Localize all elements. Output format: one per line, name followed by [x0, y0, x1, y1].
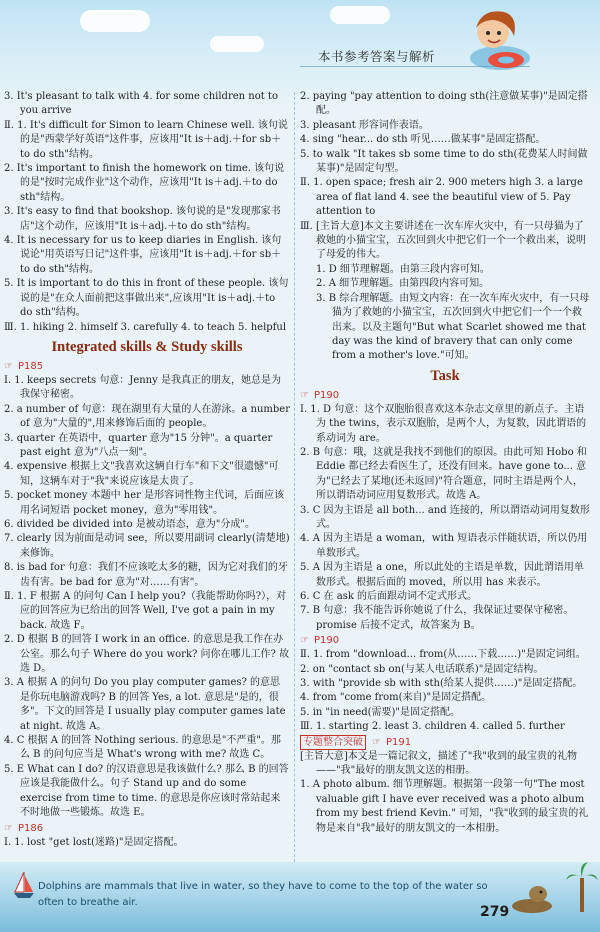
page-reference-label: P190	[314, 635, 340, 647]
answer-item: 3. quarter 在英语中，quarter 意为"15 分钟"。a quarter past eight 意为"八点一刻"。	[4, 432, 273, 458]
page-reference	[4, 821, 290, 836]
page-reference-label: P190	[314, 389, 340, 401]
answer-item: 8. is bad for 句意：我们不应该吃太多的糖，因为它对我们的牙齿有害。be bad for 意为"对……有害"。	[4, 562, 288, 588]
answer-item: 3. with "provide sb with sth(给某人提供……)"是固定搭配。	[300, 678, 583, 690]
topic-label: 专题整合突破	[300, 735, 366, 750]
left-column	[4, 90, 290, 850]
answer-item: Ⅰ. 1. D 句意：这个双胞胎很喜欢这本杂志文章里的新点子。主语为 the twins，表示双胞胎，是两个人，为复数，因此谓语的系动词为 are。	[300, 403, 587, 444]
answer-item: 5. A 因为主语是 a one，所以此处的主语是单数，因此谓语用单数形式。根据后面的 moved，所以用 has 来表示。	[300, 562, 584, 588]
answer-item: 3. It's pleasant to talk with 4. for some children not to you arrive	[4, 91, 278, 117]
answer-item: 3. pleasant 形容词作表语。	[300, 119, 429, 131]
answer-item: 2. D 根据 B 的回答 I work in an office. 的意思是我工作在办公室。那么句子 Where do you work? 问你在哪儿工作? 故选 D。	[4, 634, 290, 675]
answer-item: 1. D 细节理解题。由第三段内容可知。	[316, 263, 490, 275]
answer-item: 2. B 句意：哦，这就是我找不到他们的原因。由此可知 Hobo 和 Eddie 都已经去看医生了，还没有回来。have gone to... 意为"已经去了某地(还未返回)"符合题意，同时主语是两个人，所以谓语动词应用复数形式。故选 A。	[300, 446, 587, 502]
topic-section-heading	[300, 735, 590, 750]
answer-item: Ⅰ. 1. lost "get lost(迷路)"是固定搭配。	[4, 836, 184, 848]
pointing-hand-icon: ☞	[4, 360, 13, 372]
answer-item: 4. C 根据 A 的回答 Nothing serious. 的意思是"不严重"。那么 B 的问句应当是 What's wrong with me? 故选 C。	[4, 735, 281, 761]
page-number: 279	[480, 904, 510, 920]
answer-item: Ⅱ. 1. It's difficult for Simon to learn Chinese well. 该句说的是"西蒙学好英语"这件事，应该用"It is＋adj.＋for sb＋to do sth"结构。	[4, 119, 288, 160]
cloud-decoration	[80, 10, 150, 32]
answer-item: 2. A 细节理解题。由第四段内容可知。	[316, 278, 490, 290]
cloud-decoration	[210, 36, 264, 52]
girl-swimming-icon	[448, 2, 538, 84]
answer-item: 3. A 根据 A 的问句 Do you play computer games? 的意思是你玩电脑游戏吗? B 的回答 Yes, a lot. 意思是"是的，很多"。下文的回答是 I usually play computer games late at night. 故选 A。	[4, 677, 286, 732]
answer-item: 2. It's important to finish the homework on time. 该句说的是"按时完成作业"这个动作，应该用"It is＋adj.＋to do sth"结构。	[4, 163, 285, 203]
page-reference	[300, 388, 590, 403]
answer-item: 7. clearly 因为前面是动词 see，所以要用副词 clearly(清楚地)来修饰。	[4, 533, 290, 559]
page-reference-label: P185	[18, 360, 44, 372]
answer-item: [主旨大意]本文是一篇记叙文，描述了"我"收到的最宝贵的礼物——"我"最好的朋友凯文送的相册。	[300, 750, 578, 777]
sailboat-icon	[12, 870, 36, 900]
answer-item: 5. pocket money 本题中 her 是形容词性物主代词，后面应该用名词短语 pocket money，意为"零用钱"。	[4, 490, 285, 516]
answer-item: 6. divided be divided into 是被动语态，意为"分成"。	[4, 518, 255, 530]
pointing-hand-icon: ☞	[4, 822, 13, 834]
answer-item: 7. B 句意：我不能告诉你她说了什么，我保证过要保守秘密。promise 后接不定式，故答案为 B。	[300, 605, 574, 631]
pointing-hand-icon: ☞	[372, 736, 381, 748]
page-header-title: 本书参考答案与解析	[318, 49, 436, 64]
answer-item: 3. C 因为主语是 all both... and 连接的，所以谓语动词用复数形式。	[300, 504, 590, 530]
right-column	[300, 90, 590, 836]
page-reference	[300, 633, 590, 648]
answer-item: 4. A 因为主语是 a woman，with 短语表示伴随状语，所以仍用单数形式。	[300, 533, 588, 559]
section-title: Integrated skills & Study skills	[51, 338, 243, 355]
seal-icon	[508, 876, 556, 916]
pointing-hand-icon: ☞	[300, 389, 309, 401]
answer-item: 1. A photo album. 细节理解题。根据第一段第一句"The most valuable gift I have ever received was a photo album from my best friend Kevin." 可知，"我"收到的最宝贵的礼物是来自"我"最好的朋友凯文的一本相册。	[300, 779, 589, 834]
page-reference-label: P191	[386, 736, 412, 748]
answer-item: 5. E What can I do? 的汉语意思是我该做什么? 那么 B 的回答应该是我能做什么。句子 Stand up and do some exercise from time to time. 的意思是你应该时常站起来不时地做一些锻炼。故选 E。	[4, 763, 289, 819]
answer-item: 4. sing "hear... do sth 听见……做某事"是固定搭配。	[300, 134, 546, 146]
answer-item: 5. It is important to do this in front of these people. 该句说的是"在众人面前把这事做出来",应该用"It is＋adj.＋to do sth"结构。	[4, 278, 289, 319]
page-reference	[4, 359, 290, 374]
answer-item: Ⅱ. 1. F 根据 A 的问句 Can I help you?（我能帮助你吗?），对应的回答应为已给出的回答 Well, I've got a pain in my back. 故选 F。	[4, 591, 287, 631]
answer-item: 3. B 综合理解题。由短文内容：在一次车库火灾中，有一只母猫为了救她的小猫宝宝，五次回到火中把它们一个一个救出来。以及主题句"But what Scarlet showed me that day was the kind of bravery that can only come from a mother's love."可知。	[316, 292, 590, 362]
answer-item: Ⅲ. 1. starting 2. least 3. children 4. called 5. further	[300, 721, 565, 733]
answer-item: Ⅰ. 1. keeps secrets 句意：Jenny 是我真正的朋友，她总是为我保守秘密。	[4, 374, 281, 401]
footer-fun-fact: Dolphins are mammals that live in water, so they have to come to the top of the water so often to breathe air.	[38, 881, 488, 908]
palm-tree-icon	[566, 862, 598, 914]
answer-item: 2. a number of 句意：现在湖里有大量的人在游泳。a number of 意为"大量的",用来修饰后面的 people。	[4, 403, 291, 430]
answer-item: 2. paying "pay attention to doing sth(注意做某事)"是固定搭配。	[300, 91, 588, 117]
answer-item: 6. C 在 ask 的后面跟动词不定式形式。	[300, 591, 478, 602]
answer-item: Ⅱ. 1. from "download... from(从……下载……)"是固定词组。	[300, 649, 586, 661]
page-reference-label: P186	[18, 822, 44, 834]
answer-item: Ⅱ. 1. open space; fresh air 2. 900 meters high 3. a large area of flat land 4. see the beautiful view of 5. Pay attention to	[300, 177, 583, 218]
section-title: Task	[430, 367, 460, 384]
answer-item: Ⅲ. 1. hiking 2. himself 3. carefully 4. to teach 5. helpful	[4, 321, 287, 333]
column-divider	[294, 92, 295, 862]
answer-item: 2. on "contact sb on(与某人电话联系)"是固定结构。	[300, 663, 544, 675]
answer-item: Ⅲ. [主旨大意]本文主要讲述在一次车库火灾中，有一只母猫为了救她的小猫宝宝，五次回到火中把它们一个一个救出来，说明了母爱的伟大。	[300, 220, 586, 261]
pointing-hand-icon: ☞	[300, 635, 309, 647]
answer-item: 3. It's easy to find that bookshop. 该句说的是"发现那家书店"这个动作，应该用"It is＋adj.＋to do sth"结构。	[4, 206, 281, 232]
answer-item: 4. It is necessary for us to keep diaries in English. 该句说论"用英语写日记"这件事，应该用"It is＋adj.＋for sb＋to do sth"结构。	[4, 235, 282, 275]
answer-item: 4. expensive 根据上文"我喜欢这辆自行车"和下文"很遗憾"可知，这辆车对于"我"来说应该是太贵了。	[4, 461, 279, 487]
cloud-decoration	[330, 6, 390, 24]
answer-item: 4. from "come from(来自)"是固定搭配。	[300, 692, 492, 704]
answer-item: 5. in "in need(需要)"是固定搭配。	[300, 706, 461, 718]
answer-item: 5. to walk "It takes sb some time to do sth(花费某人时间做某事)"是固定句型。	[300, 148, 588, 175]
